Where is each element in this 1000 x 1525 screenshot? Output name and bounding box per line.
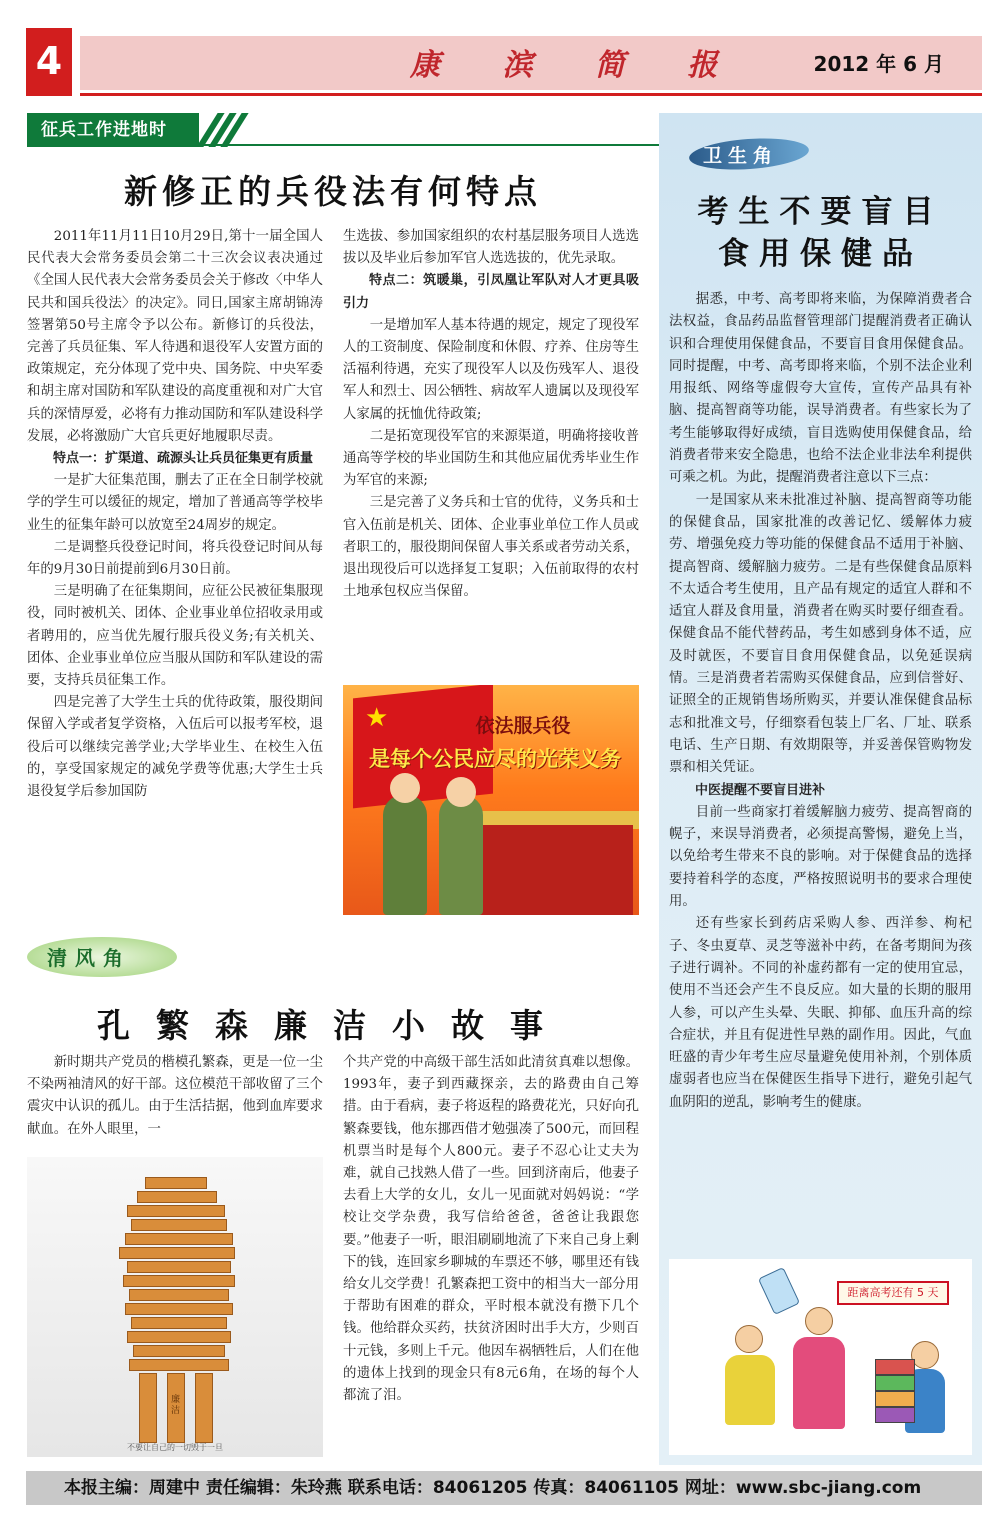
tower-leg — [139, 1373, 157, 1443]
tower-block — [127, 1331, 231, 1343]
countdown-sign: 距离高考还有 5 天 — [837, 1281, 949, 1305]
paragraph: 一是扩大征集范围，删去了正在全日制学校就学的学生可以缓征的规定，增加了普通高等学校毕业生的征集年龄可以放宽至24周岁的规定。 — [27, 473, 323, 533]
health-panel — [659, 113, 982, 1465]
article1-column-1 — [27, 226, 323, 803]
soldier-head — [446, 777, 476, 807]
article3-body — [669, 289, 972, 1114]
tower-leg — [195, 1373, 213, 1443]
gift-box — [875, 1391, 915, 1407]
issue-date: 2012 年 6 月 — [813, 52, 944, 76]
subheading: 中医提醒不要盲目进补 — [695, 782, 826, 798]
clean-corner-badge — [27, 935, 187, 981]
article3-title-line1: 考生不要盲目 — [697, 194, 944, 230]
star-icon: ★ — [365, 703, 389, 733]
gift-box — [875, 1375, 915, 1391]
section-banner — [27, 113, 237, 147]
tower-block — [119, 1247, 235, 1259]
soldier-figure — [439, 795, 483, 915]
clean-corner-label: 清风角 — [47, 946, 131, 970]
header-band — [80, 36, 982, 90]
tower-block — [125, 1233, 233, 1245]
paragraph: 目前一些商家打着缓解脑力疲劳、提高智商的幌子，来误导消费者，必须提高警惕，避免上当，以免给考生带来不良的影响。对于保健食品的选择要持着科学的态度，严格按照说明书的要求合理使用。 — [669, 804, 972, 910]
soldier-figure — [383, 795, 427, 915]
footer — [26, 1471, 982, 1505]
tower-block — [129, 1289, 229, 1301]
tower-block — [133, 1345, 225, 1357]
tower-block — [127, 1205, 225, 1217]
subheading: 特点二：筑暖巢，引凤凰让军队对人才更具吸引力 — [343, 273, 639, 311]
tower-label: 廉洁 — [171, 1395, 181, 1416]
health-corner-badge — [689, 135, 809, 171]
footer-credits: 本报主编：周建中 责任编辑：朱玲燕 联系电话：84061205 传真：84061105 网址：www.sbc-jiang.com — [64, 1478, 922, 1498]
poster-headline: 依法服兵役 — [475, 715, 571, 737]
tower-block — [145, 1177, 207, 1189]
paragraph: 新时期共产党员的楷模孔繁森，更是一位一尘不染两袖清风的好干部。这位模范干部收留了三个震灾中认识的孤儿。由于生活拮据，他到血库要求献血。在外人眼里，一 — [27, 1055, 323, 1137]
paragraph: 二是调整兵役登记时间，将兵役登记时间从每年的9月30日前提前到6月30日前。 — [27, 539, 323, 578]
paragraph: 生选拔、参加国家组织的农村基层服务项目人选选拔以及毕业后参加军官人选选拔的，优先录取。 — [343, 229, 639, 267]
paragraph: 二是拓宽现役军官的来源渠道，明确将接收普通高等学校的毕业国防生和其他应届优秀毕业生作为军官的来源; — [343, 428, 639, 489]
health-corner-label: 卫生角 — [703, 145, 779, 167]
supplement-bottle — [758, 1267, 800, 1315]
article1-title: 新修正的兵役法有何特点 — [124, 172, 542, 211]
paragraph: 一是增加军人基本待遇的规定，规定了现役军人的工资制度、保险制度和休假、疗养、住房等生活福利待遇，充实了现役军人以及伤残军人、退役军人和烈士、因公牺牲、病故军人遗属以及现役军人家属的抚恤优待政策; — [343, 317, 639, 422]
jenga-tower-image — [27, 1157, 323, 1457]
mother-figure — [793, 1337, 845, 1429]
article2-title: 孔繁森廉洁小故事 — [97, 1006, 569, 1045]
poster-slogan: 是每个公民应尽的光荣义务 — [369, 747, 621, 771]
soldier-head — [390, 773, 420, 803]
gate-graphic — [463, 825, 633, 915]
paragraph: 三是明确了在征集期间，应征公民被征集服现役，同时被机关、团体、企业事业单位招收录用或者聘用的，应当优先履行服兵役义务;有关机关、团体、企业事业单位应当服从国防和军队建设的需要，支持兵员征集工作。 — [27, 584, 323, 689]
mother-face — [805, 1307, 833, 1335]
student-figure — [725, 1355, 775, 1425]
article3-title-line2: 食用保健品 — [718, 236, 923, 272]
paragraph: 2011年11月11日10月29日,第十一届全国人民代表大会常务委员会第二十三次会议表决通过《全国人民代表大会常务委员会关于修改〈中华人民共和国兵役法〉的决定》。同日,国家主席胡锦涛签署第50号主席令予以公布。新修订的兵役法，完善了兵员征集、军人待遇和退役军人安置方面的政策规定，充分体现了党中央、国务院、中央军委和胡主席对国防和军队建设的高度重视和对广大官兵的深情厚爱，必将有力推动国防和军队建设科学发展，必将激励广大官兵更好地履职尽责。 — [27, 229, 323, 444]
subheading: 特点一：扩渠道、疏源头让兵员征集更有质量 — [53, 451, 314, 467]
tower-block — [131, 1317, 227, 1329]
article3-title — [659, 191, 982, 275]
gift-box — [875, 1407, 915, 1423]
student-face — [735, 1325, 763, 1353]
tower-block — [127, 1261, 231, 1273]
paragraph: 一是国家从来未批准过补脑、提高智商等功能的保健食品，国家批准的改善记忆、缓解体力疲劳、增强免疫力等功能的保健食品不适用于补脑、提高智商、缓解脑力疲劳。二是有些保健食品原料不太适合考生使用，且产品有规定的适宜人群和不适宜人群及食用量，消费者在购买时要仔细查看。保健食品不能代替药品，考生如感到身体不适，应及时就医，不要盲目食用保健食品，以免延误病情。三是消费者若需购买保健食品，应到信誉好、证照全的正规销售场所购买，并要认准保健食品标志和批准文号，仔细察看包装上厂名、厂址、联系电话、生产日期、有效期限等，并妥善保管购物发票和相关凭证。 — [669, 492, 972, 776]
tower-block — [137, 1191, 217, 1203]
tower-caption: 不要让自己的一切毁于一旦 — [127, 1443, 223, 1452]
gift-box — [875, 1359, 915, 1375]
tower-block — [123, 1275, 235, 1287]
tower-block — [125, 1303, 233, 1315]
paragraph: 四是完善了大学生士兵的优待政策，服役期间保留入学或者复学资格，入伍后可以报考军校，退役后可以继续完善学业;大学毕业生、在校生入伍的，享受国家规定的减免学费等优惠;大学生士兵退役复学后参加国防 — [27, 695, 323, 800]
paragraph: 三是完善了义务兵和士官的优待，义务兵和士官入伍前是机关、团体、企业事业单位工作人员或者职工的，服役期间保留人事关系或者劳动关系，退出现役后可以选择复工复职；入伍前取得的农村土地承包权应当保留。 — [343, 495, 639, 600]
tower-block — [131, 1219, 227, 1231]
article2-column-1 — [27, 1052, 323, 1141]
section-banner-label: 征兵工作进地时 — [27, 113, 199, 147]
paragraph: 个共产党的中高级干部生活如此清贫真难以想像。1993年，妻子到西藏探亲，去的路费由自己筹措。由于看病，妻子将返程的路费花光，只好向孔繁森要钱，他东挪西借才勉强凑了500元，而回程机票当时是每个人800元。妻子不忍心让丈夫为难，就自己找熟人借了一些。回到济南后，他妻子去看上大学的女儿，女儿一见面就对妈妈说：“学校让交学杂费，我写信给爸爸，爸爸让我跟您要。”他妻子一听，眼泪刷刷地流了下来自己身上剩下的钱，连回家乡聊城的车票还不够，哪里还有钱给女儿交学费！孔繁森把工资中的相当大一部分用于帮助有困难的群众，平时根本就没有攒下几个钱。他给群众买药，扶贫济困时出手大方，少则百十元钱，多则上千元。他因车祸牺牲后，人们在他的遗体上找到的现金只有8元6角，在场的每个人都流了泪。 — [343, 1055, 639, 1404]
article2-column-2 — [343, 1052, 639, 1407]
tower-block — [129, 1359, 229, 1371]
paragraph: 据悉，中考、高考即将来临，为保障消费者合法权益，食品药品监督管理部门提醒消费者正确认识和合理使用保健食品，不要盲目食用保健食品。同时提醒，中考、高考即将来临，个别不法企业利用报纸、网络等虚假夸大宣传，宣传产品具有补脑、提高智商等功能，误导消费者。有些家长为了考生能够取得好成绩，盲目选购使用保健食品，给消费者带来安全隐患，也给不法企业非法牟利提供可乘之机。为此，提醒消费者注意以下三点： — [669, 292, 972, 486]
masthead — [26, 28, 982, 96]
recruitment-poster — [343, 685, 639, 915]
paper-name: 康 滨 简 报 — [410, 48, 744, 83]
exam-cartoon — [669, 1259, 972, 1455]
page-number: 4 — [26, 28, 72, 96]
paragraph: 还有些家长到药店采购人参、西洋参、枸杞子、冬虫夏草、灵芝等滋补中药，在备考期间为孩子进行调补。不同的补虚药都有一定的使用宜忌，使用不当还会产生不良反应。如大量的长期的服用人参，可以产生头晕、失眠、抑郁、血压升高的综合症状，并且有促进性早熟的副作用。因此，气血旺盛的青少年考生应尽量避免使用补剂，个别体质虚弱者也应当在保健医生指导下进行，避免引起气血阴阳的逆乱，影响考生的健康。 — [669, 916, 972, 1110]
article1-column-2 — [343, 226, 639, 603]
banner-rule — [199, 144, 665, 146]
child-face — [911, 1341, 939, 1369]
